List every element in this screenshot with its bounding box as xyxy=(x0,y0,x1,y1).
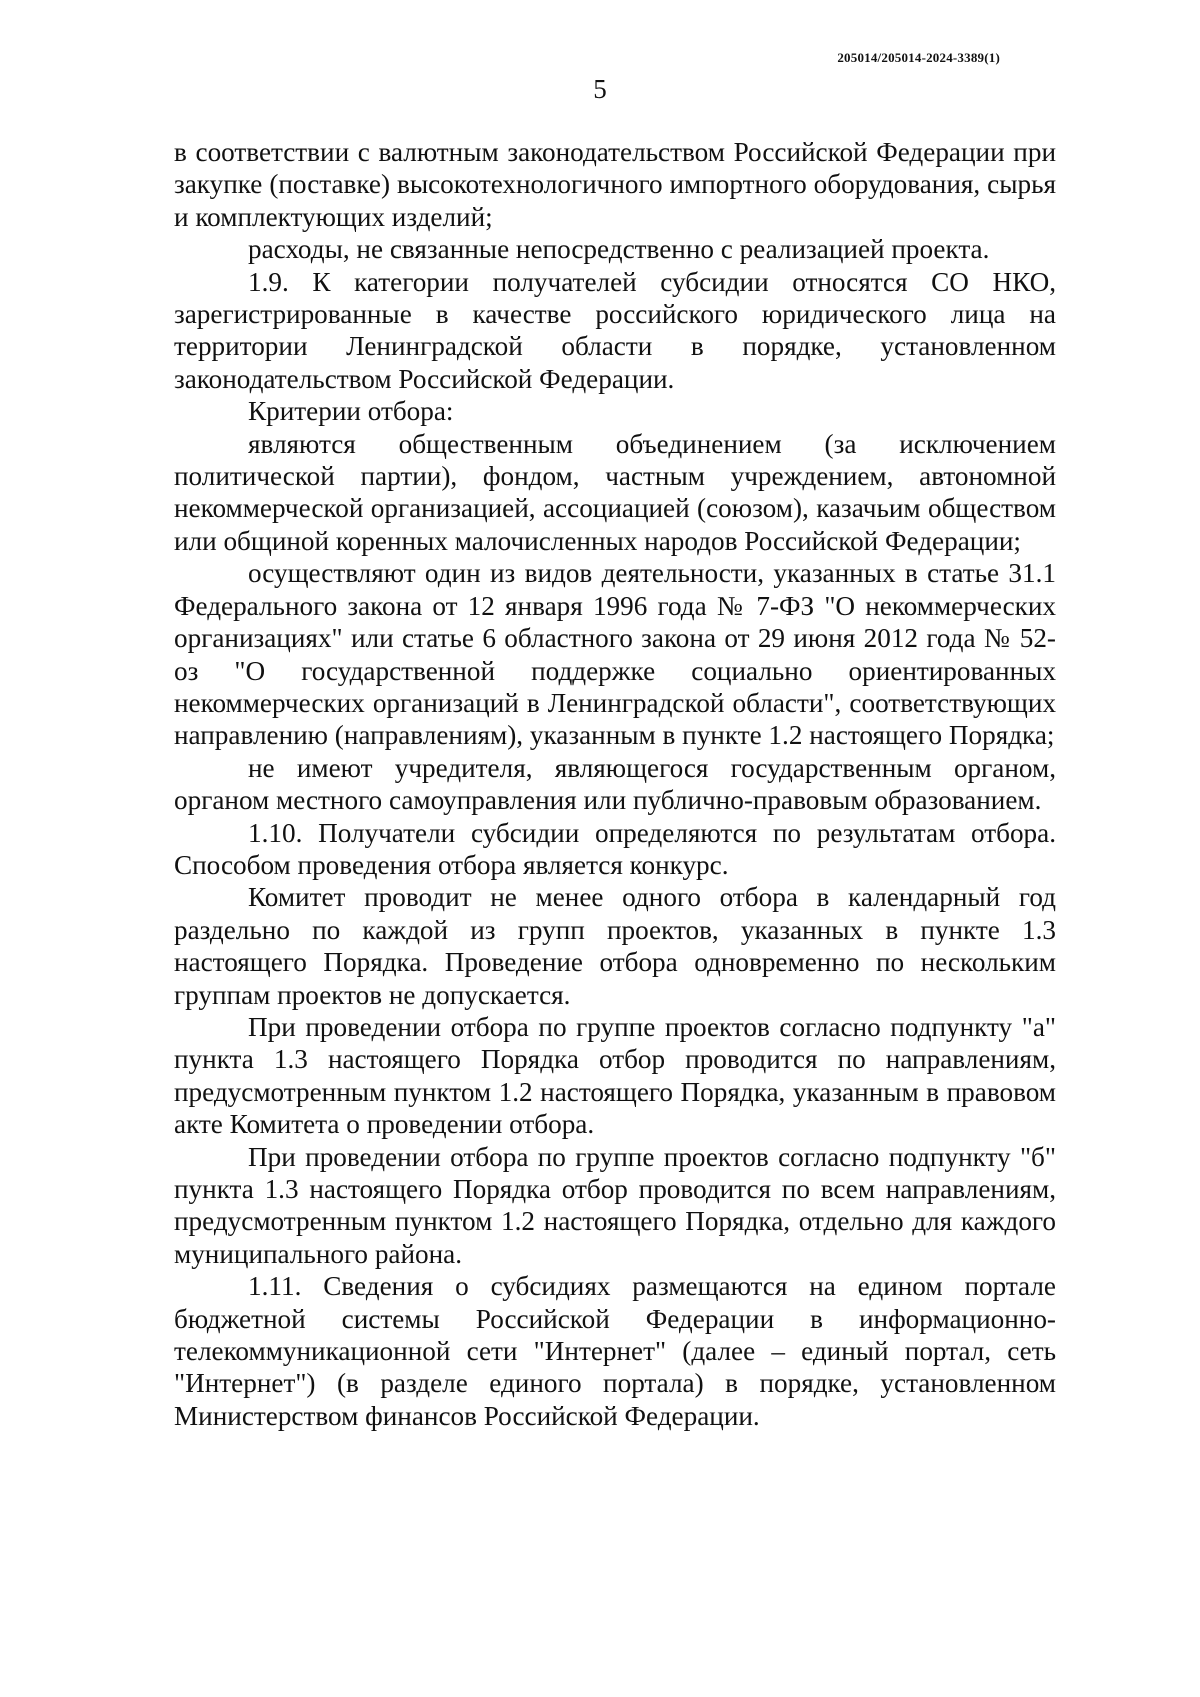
paragraph: не имеют учредителя, являющегося государственным органом, органом местного самоуправления или публично-правовым образованием. xyxy=(174,752,1056,816)
paragraph: При проведении отбора по группе проектов согласно подпункту "б" пункта 1.3 настоящего Порядка отбор проводится по всем направлениям, предусмотренным пунктом 1.2 настоящего Порядка, отдельно для каждого муниципального района. xyxy=(174,1141,1056,1269)
paragraph-section-1-11: 1.11. Сведения о субсидиях размещаются на едином портале бюджетной системы Российской Федерации в информационно-телекоммуникационной сети "Интернет" (далее – единый портал, сеть "Интернет") (в разделе единого портала) в порядке, установленном Министерством финансов Российской Федерации. xyxy=(174,1271,1056,1431)
paragraph: в соответствии с валютным законодательством Российской Федерации при закупке (поставке) высокотехнологичного импортного оборудования, сырья и комплектующих изделий; xyxy=(174,137,1056,232)
paragraph-criteria-heading: Критерии отбора: xyxy=(248,396,454,427)
paragraph-section-1-9: 1.9. К категории получателей субсидии относятся СО НКО, зарегистрированные в качестве российского юридического лица на территории Ленинградской области в порядке, установленном законодательством Российской Федерации. xyxy=(174,266,1056,394)
page-number: 5 xyxy=(593,74,607,104)
paragraph: расходы, не связанные непосредственно с реализацией проекта. xyxy=(248,234,990,265)
paragraph: При проведении отбора по группе проектов согласно подпункту "а" пункта 1.3 настоящего Порядка отбор проводится по направлениям, предусмотренным пунктом 1.2 настоящего Порядка, указанным в правовом акте Комитета о проведении отбора. xyxy=(174,1011,1056,1140)
paragraph: осуществляют один из видов деятельности, указанных в статье 31.1 Федерального закона от 12 января 1996 года № 7-ФЗ "О некоммерческих организациях" или статье 6 областного закона от 29 июня 2012 года № 52-оз "О государственной поддержке социально ориентированных некоммерческих организаций в Ленинградской области", соответствующих направлению (направлениям), указанным в пункте 1.2 настоящего Порядка; xyxy=(174,558,1056,751)
document-body xyxy=(174,136,1056,1432)
paragraph: являются общественным объединением (за исключением политической партии), фондом, частным учреждением, автономной некоммерческой организацией, ассоциацией (союзом), казачьим обществом или общиной коренных малочисленных народов Российской Федерации; xyxy=(174,428,1056,556)
paragraph-section-1-10: 1.10. Получатели субсидии определяются по результатам отбора. Способом проведения отбора является конкурс. xyxy=(174,817,1056,880)
paragraph: Комитет проводит не менее одного отбора в календарный год раздельно по каждой из групп проектов, указанных в пункте 1.3 настоящего Порядка. Проведение отбора одновременно по нескольким группам проектов не допускается. xyxy=(174,882,1056,1010)
document-id: 205014/205014-2024-3389(1) xyxy=(837,50,1000,65)
